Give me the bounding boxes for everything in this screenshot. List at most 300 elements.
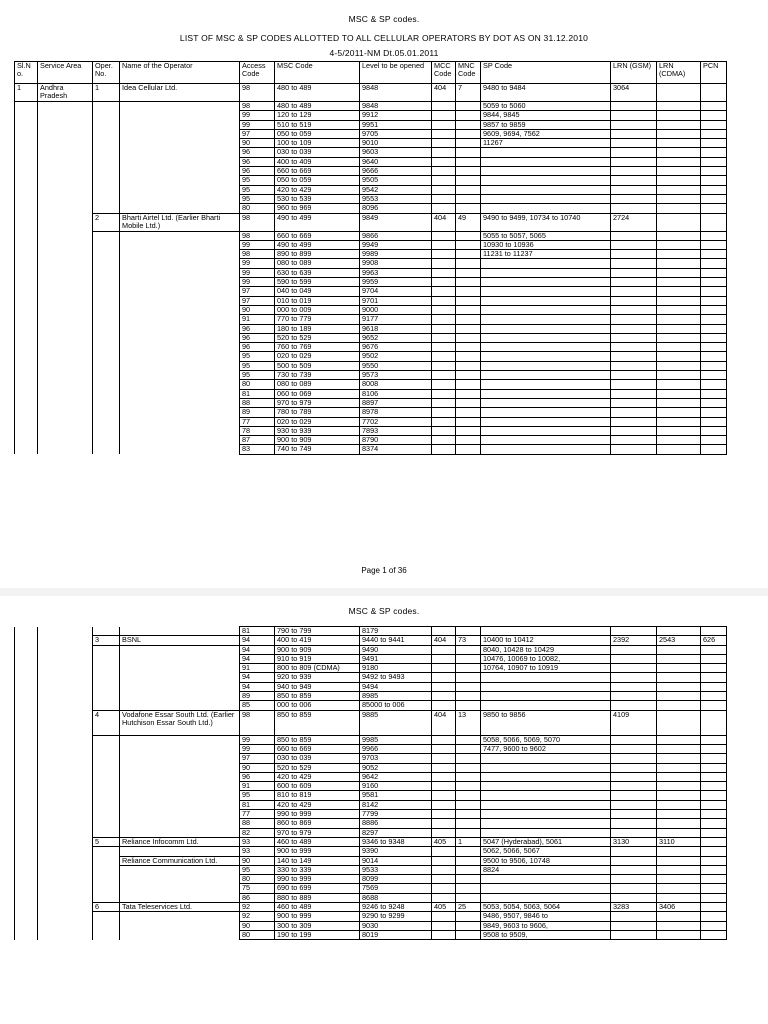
cell-access-code: 97: [240, 754, 275, 763]
cell-lrn-gsm: [611, 763, 657, 772]
cell-msc-code: 800 to 809 (CDMA): [275, 664, 360, 673]
cell-level-opened: 9985: [360, 735, 432, 744]
cell-mcc-code: [432, 111, 456, 120]
cell-mnc-code: [456, 102, 481, 111]
cell-mnc-code: [456, 240, 481, 249]
cell-lrn-gsm: [611, 810, 657, 819]
cell-pcn: [701, 875, 727, 884]
cell-service-area: [38, 408, 93, 417]
cell-level-opened: 9390: [360, 847, 432, 856]
cell-mcc-code: [432, 315, 456, 324]
cell-sp-code: 5059 to 5060: [481, 102, 611, 111]
cell-service-area: [38, 111, 93, 120]
cell-access-code: 91: [240, 664, 275, 673]
cell-operator-name: [120, 176, 240, 185]
cell-operator-name: [120, 343, 240, 352]
cell-pcn: [701, 810, 727, 819]
cell-access-code: 82: [240, 828, 275, 837]
cell-level-opened: 8142: [360, 800, 432, 809]
table-row: [15, 185, 727, 194]
cell-pcn: [701, 185, 727, 194]
cell-lrn-gsm: 3283: [611, 903, 657, 912]
cell-lrn-cdma: [657, 627, 701, 636]
cell-sp-code: [481, 673, 611, 682]
cell-sl-no: [15, 828, 38, 837]
cell-msc-code: 420 to 429: [275, 772, 360, 781]
cell-level-opened: 9989: [360, 250, 432, 259]
cell-mcc-code: [432, 157, 456, 166]
cell-lrn-cdma: [657, 673, 701, 682]
table-row: [15, 148, 727, 157]
cell-pcn: [701, 782, 727, 791]
cell-service-area: [38, 865, 93, 874]
cell-pcn: [701, 865, 727, 874]
cell-lrn-cdma: [657, 445, 701, 454]
cell-sp-code: [481, 268, 611, 277]
cell-mnc-code: [456, 417, 481, 426]
cell-mcc-code: [432, 754, 456, 763]
table-row: [15, 865, 727, 874]
cell-msc-code: 120 to 129: [275, 111, 360, 120]
cell-access-code: 99: [240, 735, 275, 744]
cell-lrn-gsm: [611, 856, 657, 865]
cell-level-opened: 9052: [360, 763, 432, 772]
cell-operator-name: [120, 847, 240, 856]
cell-lrn-gsm: [611, 305, 657, 314]
cell-sp-code: [481, 176, 611, 185]
col-access-code: Access Code: [240, 62, 275, 84]
table-row: [15, 305, 727, 314]
cell-oper-no: [93, 287, 120, 296]
cell-operator-name: [120, 772, 240, 781]
cell-lrn-cdma: [657, 701, 701, 710]
cell-pcn: [701, 408, 727, 417]
cell-operator-name: [120, 268, 240, 277]
cell-service-area: [38, 673, 93, 682]
table-row: [15, 361, 727, 370]
cell-msc-code: 850 to 859: [275, 710, 360, 735]
cell-lrn-cdma: [657, 268, 701, 277]
cell-sl-no: [15, 903, 38, 912]
cell-oper-no: [93, 324, 120, 333]
cell-mcc-code: [432, 250, 456, 259]
cell-lrn-gsm: [611, 371, 657, 380]
cell-service-area: [38, 847, 93, 856]
cell-access-code: 98: [240, 213, 275, 231]
cell-mcc-code: [432, 763, 456, 772]
cell-access-code: 99: [240, 259, 275, 268]
cell-service-area: [38, 305, 93, 314]
table-row: [15, 875, 727, 884]
cell-mcc-code: [432, 398, 456, 407]
cell-access-code: 80: [240, 204, 275, 213]
table-row: [15, 791, 727, 800]
cell-oper-no: [93, 692, 120, 701]
cell-mnc-code: [456, 296, 481, 305]
cell-pcn: [701, 102, 727, 111]
cell-oper-no: [93, 682, 120, 691]
cell-access-code: 97: [240, 129, 275, 138]
cell-msc-code: 050 to 059: [275, 129, 360, 138]
cell-msc-code: 900 to 909: [275, 645, 360, 654]
table-row: [15, 710, 727, 735]
table-row: [15, 810, 727, 819]
cell-sp-code: 5053, 5054, 5063, 5064: [481, 903, 611, 912]
cell-service-area: [38, 682, 93, 691]
cell-sp-code: 9857 to 9859: [481, 120, 611, 129]
cell-oper-no: [93, 754, 120, 763]
cell-lrn-cdma: [657, 240, 701, 249]
cell-lrn-cdma: [657, 645, 701, 654]
cell-access-code: 92: [240, 912, 275, 921]
cell-pcn: [701, 333, 727, 342]
cell-lrn-gsm: [611, 893, 657, 902]
cell-pcn: [701, 204, 727, 213]
cell-mnc-code: 1: [456, 837, 481, 846]
cell-service-area: [38, 417, 93, 426]
cell-oper-no: [93, 361, 120, 370]
cell-sp-code: [481, 157, 611, 166]
cell-oper-no: [93, 398, 120, 407]
cell-pcn: [701, 692, 727, 701]
cell-service-area: [38, 268, 93, 277]
cell-level-opened: 9652: [360, 333, 432, 342]
cell-sl-no: [15, 398, 38, 407]
cell-sp-code: [481, 380, 611, 389]
cell-lrn-cdma: [657, 436, 701, 445]
cell-service-area: [38, 645, 93, 654]
cell-oper-no: [93, 912, 120, 921]
cell-level-opened: 9490: [360, 645, 432, 654]
cell-sl-no: [15, 921, 38, 930]
cell-pcn: [701, 893, 727, 902]
cell-msc-code: 630 to 639: [275, 268, 360, 277]
cell-operator-name: [120, 682, 240, 691]
cell-msc-code: 460 to 489: [275, 837, 360, 846]
cell-operator-name: [120, 673, 240, 682]
cell-msc-code: 990 to 999: [275, 875, 360, 884]
cell-sp-code: [481, 893, 611, 902]
cell-pcn: [701, 744, 727, 753]
cell-pcn: [701, 240, 727, 249]
table-row: [15, 315, 727, 324]
cell-oper-no: [93, 417, 120, 426]
cell-service-area: [38, 129, 93, 138]
cell-access-code: 94: [240, 645, 275, 654]
cell-sl-no: [15, 343, 38, 352]
cell-sp-code: [481, 800, 611, 809]
cell-oper-no: [93, 305, 120, 314]
cell-access-code: 99: [240, 120, 275, 129]
cell-access-code: 94: [240, 673, 275, 682]
cell-mcc-code: [432, 204, 456, 213]
cell-operator-name: [120, 296, 240, 305]
cell-sp-code: [481, 417, 611, 426]
cell-lrn-cdma: [657, 102, 701, 111]
cell-level-opened: 9866: [360, 231, 432, 240]
cell-pcn: [701, 828, 727, 837]
cell-service-area: [38, 710, 93, 735]
cell-sl-no: [15, 167, 38, 176]
msc-codes-table-continued: [14, 626, 727, 940]
cell-mnc-code: [456, 664, 481, 673]
cell-sp-code: [481, 204, 611, 213]
cell-service-area: [38, 240, 93, 249]
cell-level-opened: 9177: [360, 315, 432, 324]
cell-lrn-gsm: [611, 278, 657, 287]
cell-oper-no: [93, 810, 120, 819]
cell-pcn: [701, 194, 727, 203]
cell-operator-name: [120, 865, 240, 874]
cell-service-area: [38, 185, 93, 194]
cell-oper-no: [93, 445, 120, 454]
cell-access-code: 90: [240, 921, 275, 930]
cell-lrn-gsm: [611, 627, 657, 636]
cell-oper-no: [93, 259, 120, 268]
cell-sl-no: [15, 819, 38, 828]
cell-operator-name: [120, 389, 240, 398]
cell-sl-no: [15, 371, 38, 380]
cell-service-area: [38, 782, 93, 791]
col-service-area: Service Area: [38, 62, 93, 84]
cell-operator-name: Reliance Infocomm Ltd.: [120, 837, 240, 846]
cell-oper-no: [93, 893, 120, 902]
cell-pcn: [701, 800, 727, 809]
cell-lrn-gsm: 2392: [611, 636, 657, 645]
cell-service-area: [38, 692, 93, 701]
cell-sl-no: [15, 287, 38, 296]
cell-sp-code: [481, 692, 611, 701]
cell-mcc-code: [432, 408, 456, 417]
cell-level-opened: 8897: [360, 398, 432, 407]
cell-msc-code: 300 to 309: [275, 921, 360, 930]
cell-lrn-gsm: [611, 735, 657, 744]
cell-lrn-cdma: [657, 417, 701, 426]
cell-access-code: 96: [240, 167, 275, 176]
cell-pcn: [701, 664, 727, 673]
cell-sp-code: [481, 185, 611, 194]
cell-mnc-code: [456, 791, 481, 800]
cell-level-opened: 9160: [360, 782, 432, 791]
cell-msc-code: 510 to 519: [275, 120, 360, 129]
cell-sl-no: [15, 735, 38, 744]
cell-sl-no: [15, 417, 38, 426]
col-sl-no: Sl.N o.: [15, 62, 38, 84]
cell-mcc-code: 405: [432, 903, 456, 912]
cell-operator-name: [120, 371, 240, 380]
cell-operator-name: [120, 893, 240, 902]
cell-sp-code: [481, 324, 611, 333]
cell-mnc-code: [456, 847, 481, 856]
cell-sl-no: [15, 408, 38, 417]
cell-sl-no: [15, 800, 38, 809]
cell-msc-code: 520 to 529: [275, 333, 360, 342]
cell-operator-name: [120, 627, 240, 636]
cell-access-code: 95: [240, 176, 275, 185]
cell-lrn-gsm: [611, 259, 657, 268]
cell-msc-code: 520 to 529: [275, 763, 360, 772]
cell-level-opened: 9848: [360, 102, 432, 111]
cell-mcc-code: [432, 296, 456, 305]
cell-service-area: [38, 436, 93, 445]
cell-sl-no: [15, 213, 38, 231]
table-row: [15, 380, 727, 389]
cell-mcc-code: [432, 148, 456, 157]
cell-sl-no: [15, 636, 38, 645]
cell-lrn-cdma: [657, 912, 701, 921]
cell-lrn-cdma: [657, 398, 701, 407]
cell-lrn-gsm: [611, 111, 657, 120]
table-row: [15, 921, 727, 930]
cell-sp-code: [481, 315, 611, 324]
table-row: [15, 772, 727, 781]
cell-sl-no: [15, 763, 38, 772]
cell-oper-no: 1: [93, 84, 120, 102]
cell-access-code: 99: [240, 268, 275, 277]
cell-operator-name: [120, 912, 240, 921]
cell-oper-no: [93, 828, 120, 837]
table-row: [15, 194, 727, 203]
cell-access-code: 96: [240, 343, 275, 352]
cell-service-area: [38, 361, 93, 370]
cell-sl-no: [15, 701, 38, 710]
cell-sp-code: [481, 884, 611, 893]
cell-lrn-cdma: [657, 893, 701, 902]
cell-service-area: [38, 828, 93, 837]
cell-lrn-cdma: [657, 371, 701, 380]
table-row: [15, 819, 727, 828]
cell-operator-name: [120, 120, 240, 129]
cell-level-opened: 9246 to 9248: [360, 903, 432, 912]
cell-lrn-gsm: [611, 102, 657, 111]
table-row: [15, 930, 727, 939]
cell-lrn-gsm: [611, 791, 657, 800]
cell-sl-no: [15, 445, 38, 454]
cell-lrn-cdma: [657, 744, 701, 753]
cell-operator-name: [120, 445, 240, 454]
cell-mcc-code: [432, 673, 456, 682]
cell-service-area: [38, 837, 93, 846]
cell-sl-no: [15, 204, 38, 213]
cell-mnc-code: [456, 120, 481, 129]
cell-sl-no: [15, 692, 38, 701]
cell-mcc-code: [432, 380, 456, 389]
cell-lrn-gsm: [611, 315, 657, 324]
cell-access-code: 80: [240, 875, 275, 884]
cell-msc-code: 690 to 699: [275, 884, 360, 893]
cell-lrn-cdma: [657, 930, 701, 939]
table-row: [15, 884, 727, 893]
cell-pcn: [701, 847, 727, 856]
cell-level-opened: 9912: [360, 111, 432, 120]
cell-service-area: [38, 278, 93, 287]
cell-pcn: [701, 343, 727, 352]
page-separator: [0, 588, 768, 596]
cell-mcc-code: [432, 194, 456, 203]
cell-operator-name: Bharti Airtel Ltd. (Earlier Bharti Mobile Ltd.): [120, 213, 240, 231]
table-row: [15, 176, 727, 185]
cell-sl-no: [15, 361, 38, 370]
cell-lrn-gsm: [611, 664, 657, 673]
cell-pcn: [701, 324, 727, 333]
cell-access-code: 95: [240, 185, 275, 194]
cell-service-area: [38, 875, 93, 884]
cell-msc-code: 420 to 429: [275, 185, 360, 194]
cell-sl-no: [15, 754, 38, 763]
cell-sl-no: [15, 837, 38, 846]
cell-sl-no: [15, 120, 38, 129]
col-lrn-cdma: LRN (CDMA): [657, 62, 701, 84]
cell-mnc-code: [456, 167, 481, 176]
cell-sp-code: 10930 to 10936: [481, 240, 611, 249]
cell-pcn: [701, 371, 727, 380]
cell-msc-code: 660 to 669: [275, 744, 360, 753]
cell-access-code: 98: [240, 102, 275, 111]
cell-sl-no: [15, 664, 38, 673]
cell-sp-code: [481, 810, 611, 819]
cell-lrn-cdma: [657, 828, 701, 837]
cell-sp-code: [481, 389, 611, 398]
cell-sp-code: 9486, 9507, 9846 to: [481, 912, 611, 921]
cell-mnc-code: [456, 148, 481, 157]
cell-mnc-code: [456, 371, 481, 380]
cell-sl-no: [15, 129, 38, 138]
cell-lrn-gsm: [611, 343, 657, 352]
cell-sl-no: [15, 296, 38, 305]
table-row: [15, 84, 727, 102]
cell-access-code: 90: [240, 763, 275, 772]
cell-sl-no: [15, 884, 38, 893]
cell-sl-no: [15, 194, 38, 203]
cell-msc-code: 400 to 409: [275, 157, 360, 166]
cell-lrn-cdma: [657, 710, 701, 735]
cell-pcn: [701, 654, 727, 663]
cell-lrn-cdma: [657, 213, 701, 231]
cell-lrn-cdma: [657, 139, 701, 148]
cell-mcc-code: [432, 654, 456, 663]
cell-msc-code: 740 to 749: [275, 445, 360, 454]
cell-mnc-code: [456, 754, 481, 763]
cell-msc-code: 080 to 089: [275, 380, 360, 389]
cell-msc-code: 140 to 149: [275, 856, 360, 865]
cell-access-code: 81: [240, 800, 275, 809]
cell-pcn: [701, 912, 727, 921]
cell-access-code: 98: [240, 84, 275, 102]
cell-lrn-gsm: [611, 148, 657, 157]
cell-pcn: [701, 903, 727, 912]
cell-mnc-code: [456, 912, 481, 921]
cell-level-opened: 9573: [360, 371, 432, 380]
cell-mcc-code: [432, 800, 456, 809]
table-row: [15, 213, 727, 231]
cell-sl-no: [15, 782, 38, 791]
cell-level-opened: 8179: [360, 627, 432, 636]
cell-oper-no: [93, 204, 120, 213]
cell-pcn: [701, 445, 727, 454]
cell-mnc-code: [456, 828, 481, 837]
table-row: [15, 417, 727, 426]
cell-mnc-code: 73: [456, 636, 481, 645]
cell-operator-name: [120, 111, 240, 120]
cell-access-code: 93: [240, 837, 275, 846]
cell-pcn: [701, 701, 727, 710]
cell-oper-no: [93, 389, 120, 398]
table-row: [15, 636, 727, 645]
cell-lrn-gsm: [611, 380, 657, 389]
reference-number: 4-5/2011-NM Dt.05.01.2011: [329, 48, 439, 58]
table-row: [15, 735, 727, 744]
cell-service-area: [38, 324, 93, 333]
